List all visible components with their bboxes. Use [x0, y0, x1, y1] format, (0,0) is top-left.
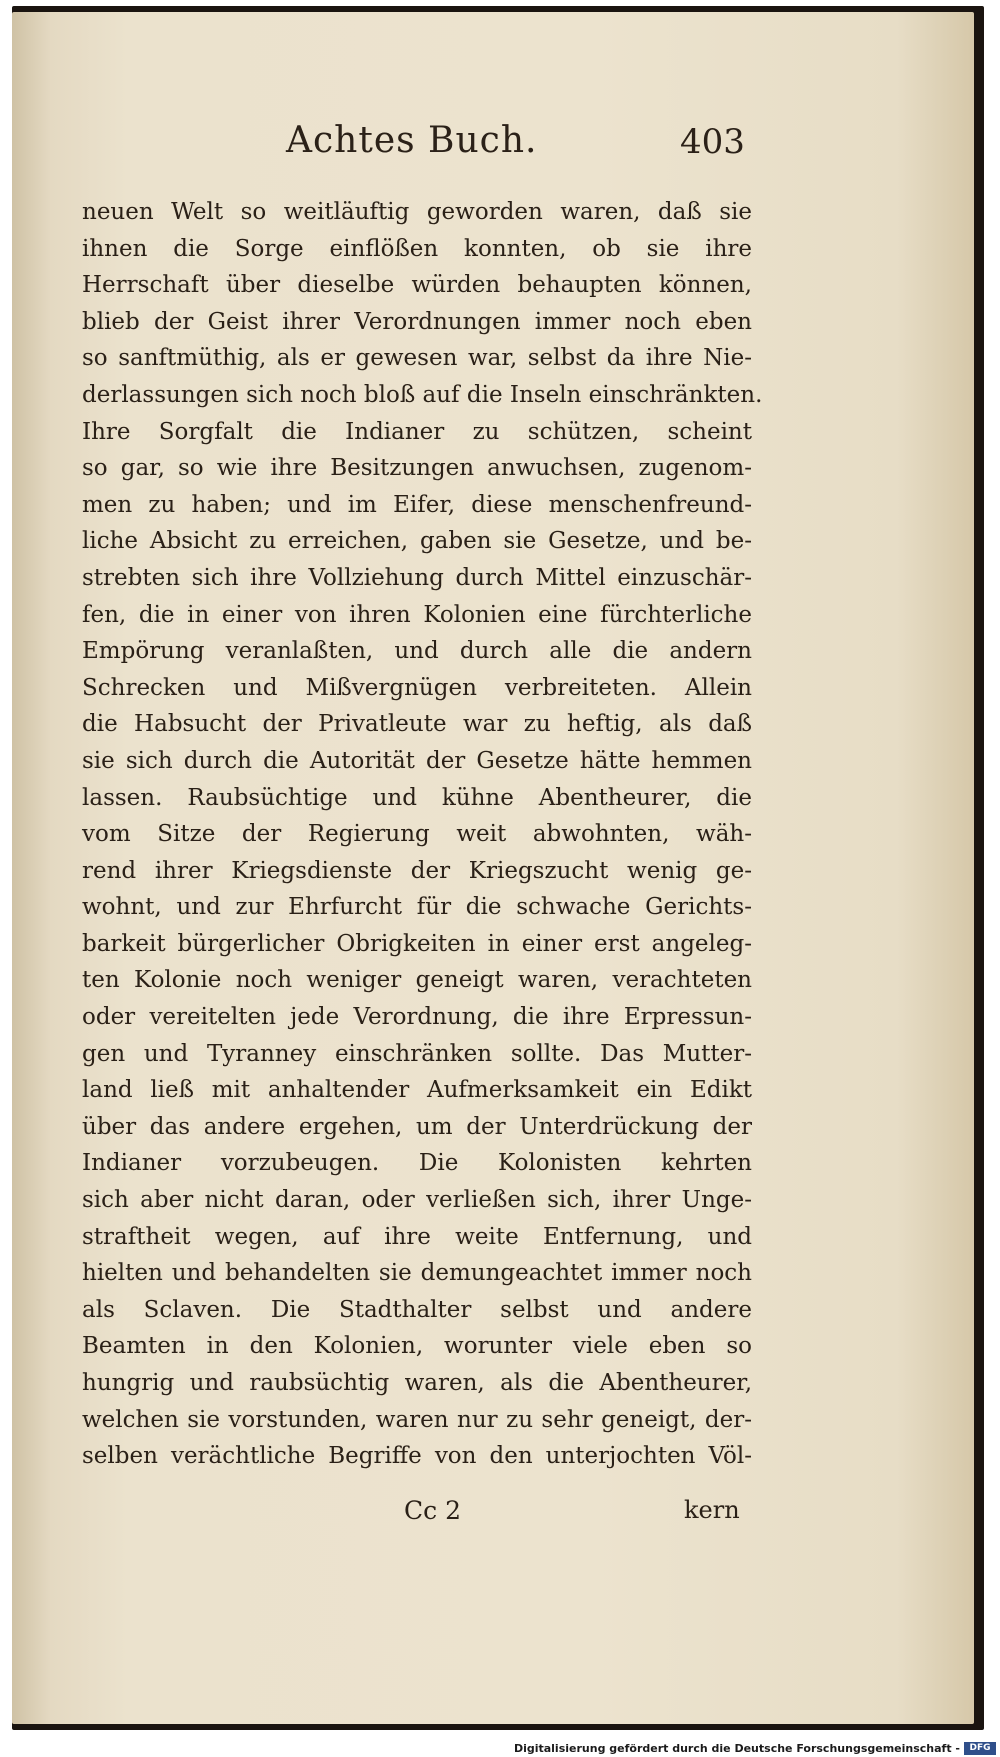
text-line: hungrig und raubsüchtig waren, als die Abentheurer,	[82, 1370, 752, 1396]
text-line: so sanftmüthig, als er gewesen war, selbst da ihre Nie-	[82, 345, 752, 372]
page-footer	[12, 1496, 974, 1536]
text-line: gen und Tyranney einschränken sollte. Das Mutter-	[82, 1040, 752, 1067]
text-line: derlassungen sich noch bloß auf die Inseln einschränkten.	[82, 381, 763, 408]
text-line: land ließ mit anhaltender Aufmerksamkeit ein Edikt	[82, 1077, 752, 1104]
book-page	[12, 12, 974, 1724]
text-line: sie sich durch die Autorität der Gesetze hätte hemmen	[82, 747, 752, 774]
text-line: Herrschaft über dieselbe würden behaupten können,	[82, 272, 752, 299]
text-line: sich aber nicht daran, oder verließen sich, ihrer Unge-	[82, 1187, 752, 1214]
catchword: kern	[684, 1496, 740, 1524]
text-line: hielten und behandelten sie demungeachtet immer noch	[82, 1260, 752, 1287]
text-line: die Habsucht der Privatleute war zu heftig, als daß	[82, 711, 752, 738]
text-line: selben verächtliche Begriffe von den unterjochten Völ-	[82, 1443, 752, 1470]
text-line: ten Kolonie noch weniger geneigt waren, verachteten	[82, 967, 752, 994]
text-line: straftheit wegen, auf ihre weite Entfernung, und	[82, 1223, 752, 1250]
dfg-logo: DFG	[964, 1742, 996, 1755]
page-header	[12, 120, 974, 170]
text-line: Empörung veranlaßten, und durch alle die andern	[82, 638, 752, 665]
text-line: lassen. Raubsüchtige und kühne Abentheurer, die	[82, 784, 752, 811]
text-line: oder vereitelten jede Verordnung, die ihre Erpressun-	[82, 1004, 752, 1031]
text-line: neuen Welt so weitläuftig geworden waren, daß sie	[82, 199, 752, 225]
text-line: barkeit bürgerlicher Obrigkeiten in einer erst angeleg-	[82, 930, 752, 957]
text-line: liche Absicht zu erreichen, gaben sie Gesetze, und be-	[82, 528, 752, 555]
text-line: fen, die in einer von ihren Kolonien eine fürchterliche	[82, 601, 752, 628]
text-line: ihnen die Sorge einflößen konnten, ob sie ihre	[82, 235, 752, 262]
text-line: wohnt, und zur Ehrfurcht für die schwache Gerichts-	[82, 894, 752, 921]
text-line: blieb der Geist ihrer Verordnungen immer noch eben	[82, 308, 752, 335]
digitization-credit	[0, 1740, 1000, 1757]
text-line: Schrecken und Mißvergnügen verbreiteten. Allein	[82, 674, 752, 701]
text-line: men zu haben; und im Eifer, diese menschenfreund-	[82, 491, 752, 518]
text-line: Indianer vorzubeugen. Die Kolonisten kehrten	[82, 1150, 752, 1177]
running-head: Achtes Buch.	[286, 120, 538, 161]
page-number: 403	[680, 122, 745, 162]
credit-text: Digitalisierung gefördert durch die Deutsche Forschungsgemeinschaft -	[513, 1742, 960, 1755]
text-line: Beamten in den Kolonien, worunter viele eben so	[82, 1333, 752, 1360]
text-line: über das andere ergehen, um der Unterdrückung der	[82, 1113, 752, 1140]
body-text	[82, 194, 763, 1475]
text-line: Ihre Sorgfalt die Indianer zu schützen, scheint	[82, 418, 752, 445]
text-line: vom Sitze der Regierung weit abwohnten, wäh-	[82, 821, 752, 848]
text-line: rend ihrer Kriegsdienste der Kriegszucht wenig ge-	[82, 857, 752, 884]
text-line: so gar, so wie ihre Besitzungen anwuchsen, zugenom-	[82, 455, 752, 482]
signature-mark: Cc 2	[404, 1496, 461, 1525]
text-line: strebten sich ihre Vollziehung durch Mittel einzuschär-	[82, 564, 752, 591]
text-line: welchen sie vorstunden, waren nur zu sehr geneigt, der-	[82, 1406, 752, 1433]
text-line: als Sclaven. Die Stadthalter selbst und andere	[82, 1296, 752, 1323]
